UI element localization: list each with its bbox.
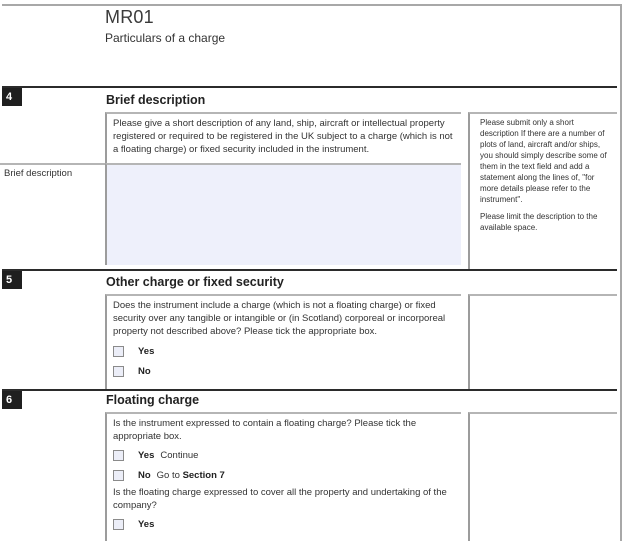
- section-6-option-no[interactable]: [107, 465, 461, 485]
- section-4-instruction-box: [105, 112, 461, 163]
- section-6-title: Floating charge: [106, 393, 200, 407]
- option-label: Yes: [138, 345, 155, 357]
- section-5-note-box: [468, 294, 617, 389]
- checkbox-no[interactable]: [113, 366, 124, 377]
- section-6-question-box: [105, 412, 461, 541]
- hint-prefix: Go to: [156, 469, 180, 481]
- section-5-option-yes[interactable]: [107, 341, 461, 361]
- section-5-number: 5: [2, 271, 22, 289]
- option-hint: [157, 470, 225, 481]
- section-6-option-yes[interactable]: [107, 445, 461, 465]
- option-label: Yes: [138, 449, 155, 461]
- section-4-note-1: Please submit only a short description If there are a number of plots of land, aircraft and/or ships, you should simply describe some of them in the text field and add a statement along the lines of, "for more details please refer to the instrument".: [480, 118, 607, 204]
- checkbox-no[interactable]: [113, 470, 124, 481]
- section-4-note-box: [468, 112, 617, 269]
- checkbox-yes[interactable]: [113, 519, 124, 530]
- brief-description-label: Brief description: [4, 168, 73, 179]
- section-6-rule: [2, 389, 617, 391]
- section-5-question: Does the instrument include a charge (which is not a floating charge) or fixed security over any tangible or intangible or (in Scotland) corporeal or incorporeal property not described above? Please tick the appropriate box.: [113, 300, 446, 337]
- page-frame-right: [620, 4, 622, 541]
- section-5-option-no[interactable]: [107, 361, 461, 381]
- brief-description-input[interactable]: [105, 163, 461, 265]
- section-7-link: Section 7: [182, 469, 225, 481]
- field-label-divider: [0, 163, 105, 165]
- section-6-question-2: Is the floating charge expressed to cover all the property and undertaking of the company?: [113, 487, 447, 511]
- section-5-rule: [2, 269, 617, 271]
- section-4-rule: [2, 86, 617, 88]
- option-label: No: [138, 365, 151, 377]
- section-4-number: 4: [2, 88, 22, 106]
- checkbox-yes[interactable]: [113, 450, 124, 461]
- form-title: Particulars of a charge: [105, 31, 226, 45]
- section-5-question-box: [105, 294, 461, 389]
- option-label: No: [138, 469, 151, 481]
- page-frame-top: [2, 4, 622, 6]
- option-label: Yes: [138, 518, 155, 530]
- section-4-title: Brief description: [106, 93, 206, 107]
- section-6-number: 6: [2, 391, 22, 409]
- section-4-note-2: Please limit the description to the available space.: [480, 212, 598, 232]
- option-hint: Continue: [160, 449, 199, 461]
- section-5-title: Other charge or fixed security: [106, 275, 284, 289]
- section-4-instruction: Please give a short description of any land, ship, aircraft or intellectual property registered or required to be registered in the UK subject to a charge (which is not a floating charge) or fixed security included in the instrument.: [113, 118, 453, 155]
- section-6-question-1: Is the instrument expressed to contain a floating charge? Please tick the appropriate box.: [113, 418, 417, 442]
- checkbox-yes[interactable]: [113, 346, 124, 357]
- form-code: MR01: [105, 7, 154, 27]
- section-6-note-box: [468, 412, 617, 541]
- section-6-q2-option-yes[interactable]: [107, 514, 461, 534]
